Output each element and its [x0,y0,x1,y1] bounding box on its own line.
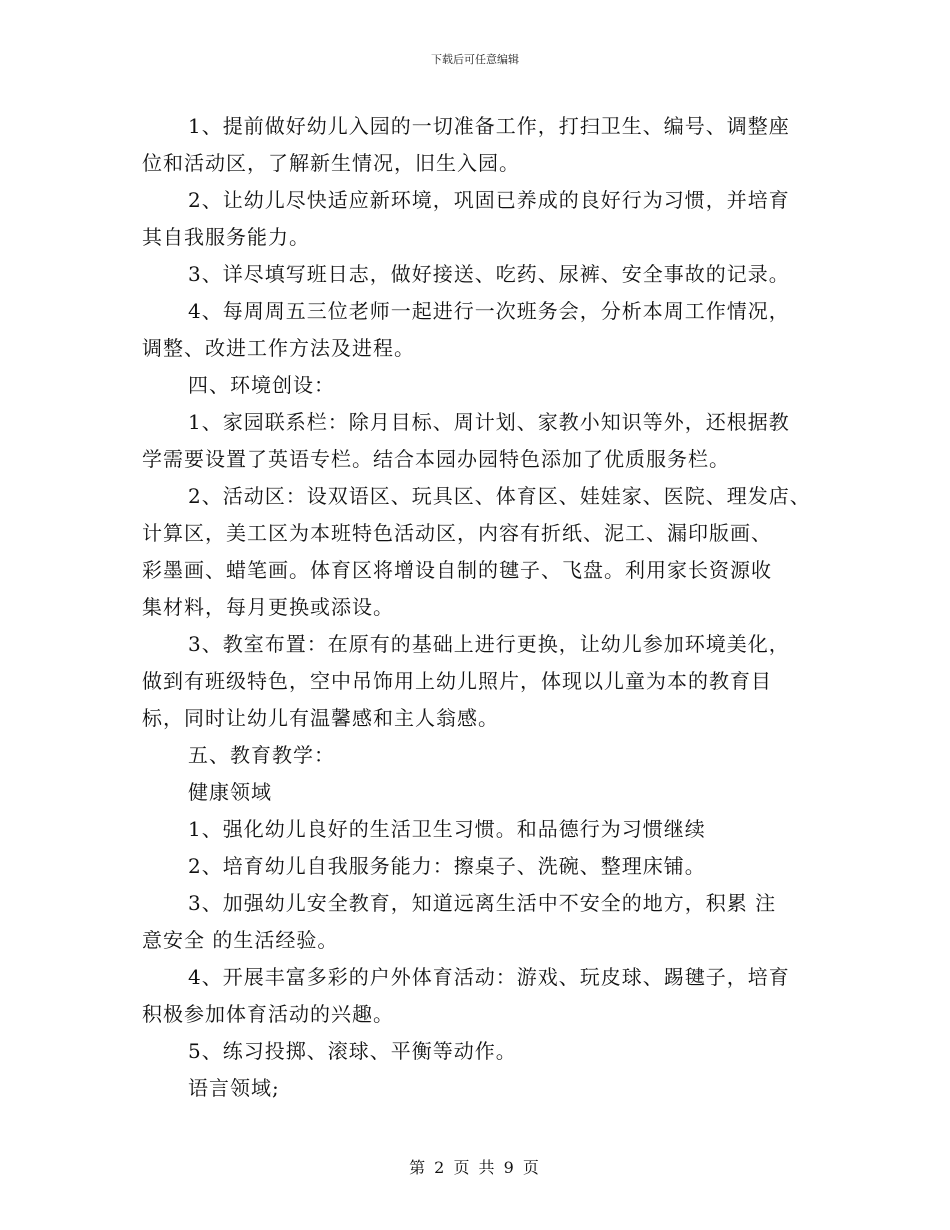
paragraph-line: 1、提前做好幼儿入园的一切准备工作，打扫卫生、编号、调整座 [188,114,790,138]
section-heading: 四、环境创设： [188,373,335,397]
paragraph-line: 做到有班级特色，空中吊饰用上幼儿照片，体现以儿童为本的教育目 [142,669,772,693]
paragraph-line: 5、练习投掷、滚球、平衡等动作。 [188,1039,517,1063]
paragraph-line: 积极参加体育活动的兴趣。 [142,1002,394,1026]
paragraph-line: 2、活动区：设双语区、玩具区、体育区、娃娃家、医院、理发店、 [188,484,811,508]
paragraph-line: 位和活动区，了解新生情况，旧生入园。 [142,151,520,175]
page-footer: 第 2 页 共 9 页 [409,1158,541,1177]
paragraph-line: 彩墨画、蜡笔画。体育区将增设自制的毽子、飞盘。利用家长资源收 [142,558,772,582]
paragraph-line: 3、教室布置：在原有的基础上进行更换，让幼儿参加环境美化， [188,632,790,656]
paragraph-line: 计算区，美工区为本班特色活动区，内容有折纸、泥工、漏印版画、 [142,521,772,545]
paragraph-line: 3、加强幼儿安全教育，知道远离生活中不安全的地方，积累 注 [188,891,777,915]
paragraph-line: 学需要设置了英语专栏。结合本园办园特色添加了优质服务栏。 [142,447,730,471]
page-header: 下载后可任意编辑 [431,53,519,66]
paragraph-line: 调整、改进工作方法及进程。 [142,336,415,360]
paragraph-line: 4、每周周五三位老师一起进行一次班务会，分析本周工作情况， [188,299,790,323]
paragraph-line: 意安全 的生活经验。 [142,928,339,952]
body-text [142,108,832,1107]
paragraph-line: 1、强化幼儿良好的生活卫生习惯。和品德行为习惯继续 [188,817,706,841]
paragraph-line: 1、家园联系栏：除月目标、周计划、家教小知识等外，还根据教 [188,410,790,434]
paragraph-line: 2、让幼儿尽快适应新环境，巩固已养成的良好行为习惯，并培育 [188,188,790,212]
paragraph-line: 标，同时让幼儿有温馨感和主人翁感。 [142,706,499,730]
subsection-heading: 语言领域; [188,1076,280,1100]
section-heading: 五、教育教学： [188,743,335,767]
paragraph-line: 其自我服务能力。 [142,225,310,249]
paragraph-line: 3、详尽填写班日志，做好接送、吃药、尿裤、安全事故的记录。 [188,262,790,286]
paragraph-line: 4、开展丰富多彩的户外体育活动：游戏、玩皮球、踢毽子，培育 [188,965,790,989]
paragraph-line: 集材料，每月更换或添设。 [142,595,394,619]
paragraph-line: 2、培育幼儿自我服务能力：擦桌子、洗碗、整理床铺。 [188,854,706,878]
subsection-heading: 健康领域 [188,780,272,804]
